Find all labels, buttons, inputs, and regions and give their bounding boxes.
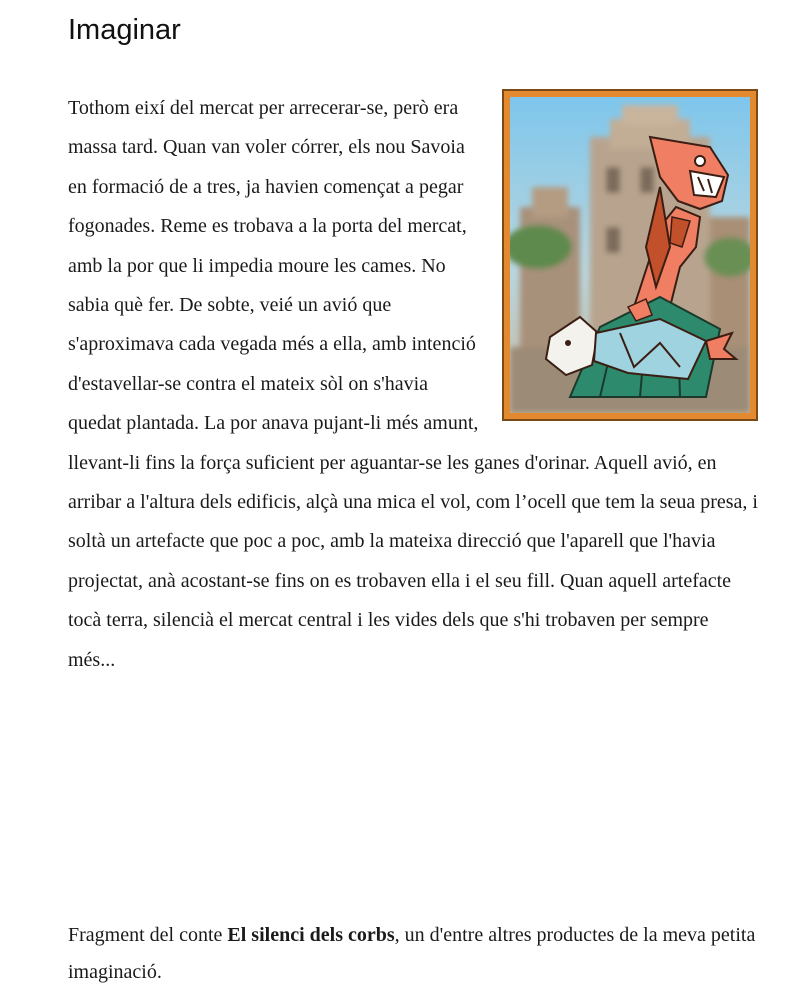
page-title: Imaginar [68, 14, 181, 46]
attribution-suffix: , un d'entre altres productes de la meva petita imaginació. [68, 924, 756, 983]
story-illustration [502, 89, 758, 421]
story-attribution [68, 917, 768, 991]
story-paragraph: Tothom eixí del mercat per arrecerar-se, però era massa tard. Quan van voler córrer, els nou Savoia en formació de a tres, ja havien començat a pegar fogonades. Reme es trobava a la porta del mercat, amb la por que li impedia moure les cames. No sabia què fer. De sobte, veié un avió que s'aproximava cada vegada més a ella, amb intenció d'estavellar-se contra el mateix sòl on s'havia quedat plantada. La por anava pujant-li més amunt, llevant-li fins la força suficient per aguantar-se les ganes d'orinar. Aquell avió, en arribar a l'altura dels edificis, alçà una mica el vol, com l’ocell que tem la seua presa, i soltà un artefacte que poc a poc, amb la mateixa direcció que l'aparell que l'havia projectat, anà acostant-se fins on es trobaven ella i el seu fill. Quan aquell artefacte tocà terra, silencià el mercat central i les vides dels que s'hi trobaven per sempre més... [68, 97, 758, 671]
story-book-title: El silenci dels corbs [227, 924, 395, 946]
guernica-mother-illustration-icon [510, 97, 750, 413]
story-body [68, 89, 758, 680]
attribution-prefix: Fragment del conte [68, 924, 228, 946]
